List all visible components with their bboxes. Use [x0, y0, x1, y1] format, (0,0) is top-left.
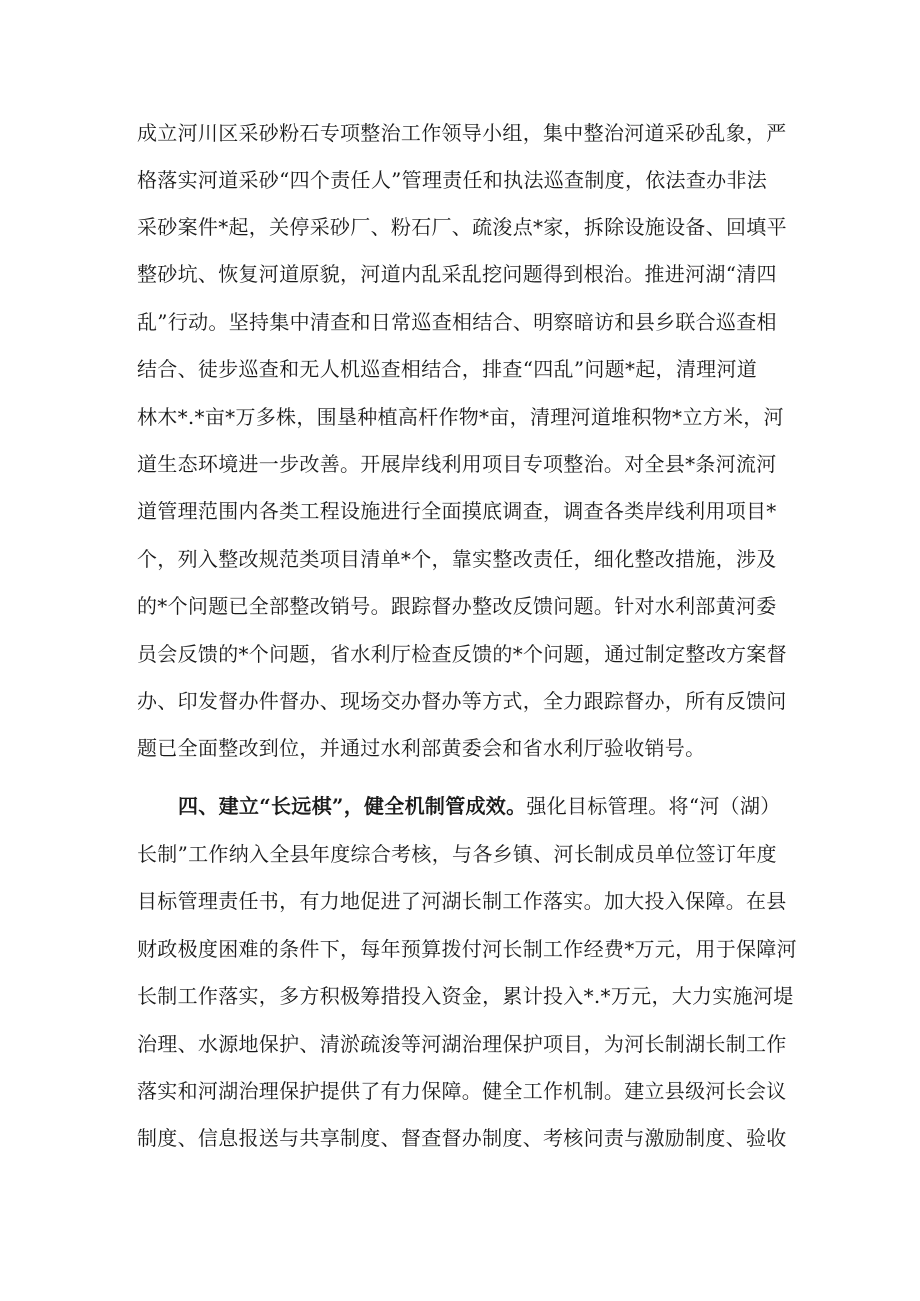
paragraph-line: 道生态环境进一步改善。开展岸线利用项目专项整治。对全县*条河流河: [137, 452, 777, 476]
paragraph-line: 的*个问题已全部整改销号。跟踪督办整改反馈问题。针对水利部黄河委: [137, 594, 777, 618]
paragraph-line: 办、印发督办件督办、现场交办督办等方式，全力跟踪督办，所有反馈问: [137, 689, 787, 713]
paragraph-line: 财政极度困难的条件下，每年预算拨付河长制工作经费*万元，用于保障河: [137, 937, 797, 961]
paragraph-line: 治理、水源地保护、清淤疏浚等河湖治理保护项目，为河长制湖长制工作: [137, 1032, 787, 1056]
paragraph-line: 整砂坑、恢复河道原貌，河道内乱采乱挖问题得到根治。推进河湖“清四: [137, 262, 777, 286]
paragraph-line: 成立河川区采砂粉石专项整治工作领导小组，集中整治河道采砂乱象，严: [137, 121, 787, 145]
paragraph-line: 乱”行动。坚持集中清查和日常巡查相结合、明察暗访和县乡联合巡查相: [137, 310, 777, 334]
section-4-first-line-rest: 强化目标管理。将“河（湖）: [526, 794, 781, 818]
paragraph-line: 制度、信息报送与共享制度、督查督办制度、考核问责与激励制度、验收: [137, 1126, 787, 1150]
paragraph-line: 题已全面整改到位，并通过水利部黄委会和省水利厅验收销号。: [137, 736, 706, 760]
paragraph-line: 道管理范围内各类工程设施进行全面摸底调查，调查各类岸线利用项目*: [137, 499, 777, 523]
paragraph-line: 格落实河道采砂“四个责任人”管理责任和执法巡查制度，依法查办非法: [137, 168, 768, 192]
paragraph-line: 个，列入整改规范类项目清单*个，靠实整改责任，细化整改措施，涉及: [137, 547, 777, 571]
paragraph-line: 采砂案件*起，关停采砂厂、粉石厂、疏浚点*家，拆除设施设备、回填平: [137, 215, 787, 239]
paragraph-line: 落实和河湖治理保护提供了有力保障。健全工作机制。建立县级河长会议: [137, 1079, 787, 1103]
paragraph-line: 员会反馈的*个问题，省水利厅检查反馈的*个问题，通过制定整改方案督: [137, 642, 787, 666]
section-4-heading: 四、建立“长远棋”，健全机制管成效。: [178, 794, 527, 818]
paragraph-line: 目标管理责任书，有力地促进了河湖长制工作落实。加大投入保障。在县: [137, 889, 787, 913]
paragraph-line: 结合、徒步巡查和无人机巡查相结合，排查“四乱”问题*起，清理河道: [137, 357, 758, 381]
paragraph-line: 长制”工作纳入全县年度综合考核，与各乡镇、河长制成员单位签订年度: [137, 842, 777, 866]
paragraph-line: 林木*.*亩*万多株，围垦种植高杆作物*亩，清理河道堆积物*立方米，河: [137, 405, 784, 429]
paragraph-line: 长制工作落实，多方积极筹措投入资金，累计投入*.*万元，大力实施河堤: [137, 984, 794, 1008]
section-4-first-line: [178, 793, 797, 819]
